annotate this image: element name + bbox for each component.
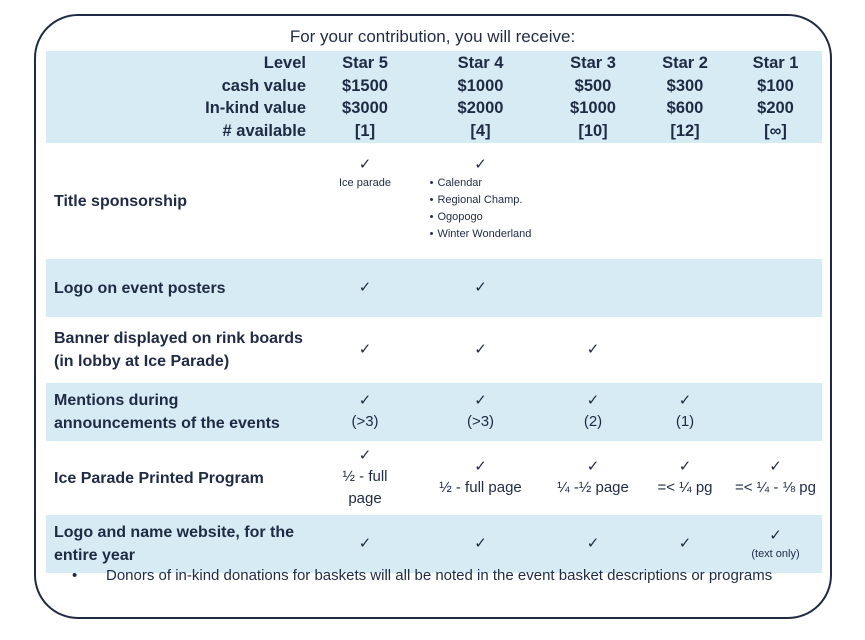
label-line: Mentions during	[54, 392, 179, 409]
footnote	[72, 567, 772, 584]
cell-star3	[545, 445, 641, 511]
check-icon: ✓	[678, 458, 692, 475]
check-icon: ✓	[474, 156, 487, 173]
cell-star1	[729, 259, 822, 317]
level-star3	[545, 51, 641, 143]
program-size: ½ - full	[342, 468, 388, 485]
level-name: Star 5	[342, 54, 388, 72]
level-star2	[641, 51, 729, 143]
label-line: Banner displayed on rink boards	[54, 330, 303, 347]
check-icon: ✓	[586, 341, 600, 358]
program-size: =< ¼ pg	[657, 479, 713, 496]
level-cash: $500	[574, 76, 612, 95]
cell-star5	[314, 515, 416, 573]
mention-count: (>3)	[351, 413, 379, 430]
check-icon: ✓	[358, 392, 372, 409]
row-printed-program	[46, 445, 822, 511]
mention-count: (2)	[583, 413, 603, 430]
header-labels	[46, 51, 314, 143]
cell-star2	[641, 321, 729, 379]
cell-star4	[416, 259, 545, 317]
cell-star2	[641, 445, 729, 511]
check-icon: ✓	[474, 392, 487, 409]
row-website	[46, 515, 822, 573]
level-star1	[729, 51, 822, 143]
level-name: Star 2	[662, 54, 708, 72]
level-star4	[416, 51, 545, 143]
list-item: • Regional Champ.	[430, 192, 532, 209]
check-icon: ✓	[358, 447, 372, 464]
row-label	[46, 515, 314, 573]
row-label: Title sponsorship	[54, 192, 188, 210]
cell-star3	[545, 515, 641, 573]
level-cash: $100	[757, 76, 794, 95]
level-inkind: $1000	[570, 99, 616, 117]
check-icon: ✓	[474, 279, 487, 296]
cell-star2	[641, 515, 729, 573]
list-item: • Winter Wonderland	[430, 226, 532, 243]
level-name: Star 1	[752, 54, 799, 72]
program-size: ¼ -½ page	[557, 479, 629, 496]
label-available: # available	[222, 121, 306, 140]
check-icon: ✓	[678, 535, 692, 552]
cell-star2	[641, 147, 729, 255]
row-mentions	[46, 383, 822, 441]
check-icon: ✓	[358, 156, 372, 173]
row-event-posters	[46, 259, 822, 317]
level-available: [1]	[354, 121, 376, 140]
check-icon: ✓	[474, 341, 487, 358]
label-line: Logo and name website, for the	[54, 524, 295, 541]
level-inkind: $600	[666, 99, 704, 117]
cell-star4	[416, 445, 545, 511]
check-icon: ✓	[769, 526, 782, 544]
level-inkind: $2000	[457, 99, 504, 117]
list-item: • Calendar	[430, 175, 532, 192]
cell-star3	[545, 383, 641, 441]
level-cash: $300	[666, 76, 704, 95]
cell-star1	[729, 383, 822, 441]
level-available: [10]	[578, 121, 608, 140]
level-star5	[314, 51, 416, 143]
cell-star5	[314, 147, 416, 255]
row-label: Logo on event posters	[46, 259, 314, 317]
label-inkind: In-kind value	[205, 99, 306, 117]
level-name: Star 3	[570, 54, 616, 72]
row-title-sponsorship	[46, 147, 822, 255]
cell-star5	[314, 383, 416, 441]
cell-note: (text only)	[751, 547, 800, 560]
check-icon: ✓	[586, 535, 600, 552]
row-label	[46, 321, 314, 379]
cell-star2	[641, 259, 729, 317]
mention-count: (>3)	[466, 413, 495, 430]
level-available: [12]	[670, 121, 700, 140]
program-size: ½ - full page	[439, 479, 522, 496]
check-icon: ✓	[358, 341, 372, 358]
cell-star5	[314, 445, 416, 511]
check-icon: ✓	[586, 458, 600, 475]
label-line: entire year	[54, 547, 135, 564]
cell-star2	[641, 383, 729, 441]
cell-star1	[729, 321, 822, 379]
cell-star5	[314, 259, 416, 317]
check-icon: ✓	[769, 458, 782, 475]
cell-star1	[729, 147, 822, 255]
level-available: [∞]	[764, 121, 787, 140]
level-name: Star 4	[457, 54, 504, 72]
cell-star3	[545, 259, 641, 317]
header-row	[46, 51, 822, 143]
row-rink-banner	[46, 321, 822, 379]
cell-star1	[729, 445, 822, 511]
mention-count: (1)	[675, 413, 695, 430]
cell-star1	[729, 515, 822, 573]
program-size: page	[348, 490, 382, 507]
label-level: Level	[263, 54, 306, 72]
level-available: [4]	[470, 121, 491, 140]
check-icon: ✓	[358, 279, 372, 296]
level-inkind: $3000	[342, 99, 388, 117]
level-cash: $1000	[457, 76, 504, 95]
level-cash: $1500	[342, 76, 388, 95]
sponsorship-table	[46, 47, 822, 577]
check-icon: ✓	[474, 458, 487, 475]
label-cash: cash value	[221, 76, 306, 95]
level-inkind: $200	[757, 99, 794, 117]
intro-heading: For your contribution, you will receive:	[289, 27, 576, 46]
cell-star4	[416, 321, 545, 379]
cell-star4	[416, 383, 545, 441]
row-label: Ice Parade Printed Program	[54, 469, 264, 487]
cell-star4	[416, 147, 545, 255]
cell-star3	[545, 147, 641, 255]
cell-note: Ice parade	[339, 177, 391, 189]
program-size: =< ¼ - ⅛ pg	[735, 479, 816, 496]
check-icon: ✓	[358, 535, 372, 552]
check-icon: ✓	[474, 535, 487, 552]
row-label	[46, 383, 314, 441]
list-item: • Ogopogo	[430, 209, 532, 226]
footnote-text: Donors of in-kind donations for baskets will all be noted in the event basket descriptions or programs	[106, 567, 773, 584]
cell-star4	[416, 515, 545, 573]
cell-star5	[314, 321, 416, 379]
label-line: announcements of the events	[54, 415, 280, 432]
event-list	[430, 175, 532, 243]
check-icon: ✓	[586, 392, 600, 409]
bullet-icon: •	[72, 567, 78, 584]
cell-star3	[545, 321, 641, 379]
label-line: (in lobby at Ice Parade)	[54, 353, 230, 370]
check-icon: ✓	[678, 392, 692, 409]
